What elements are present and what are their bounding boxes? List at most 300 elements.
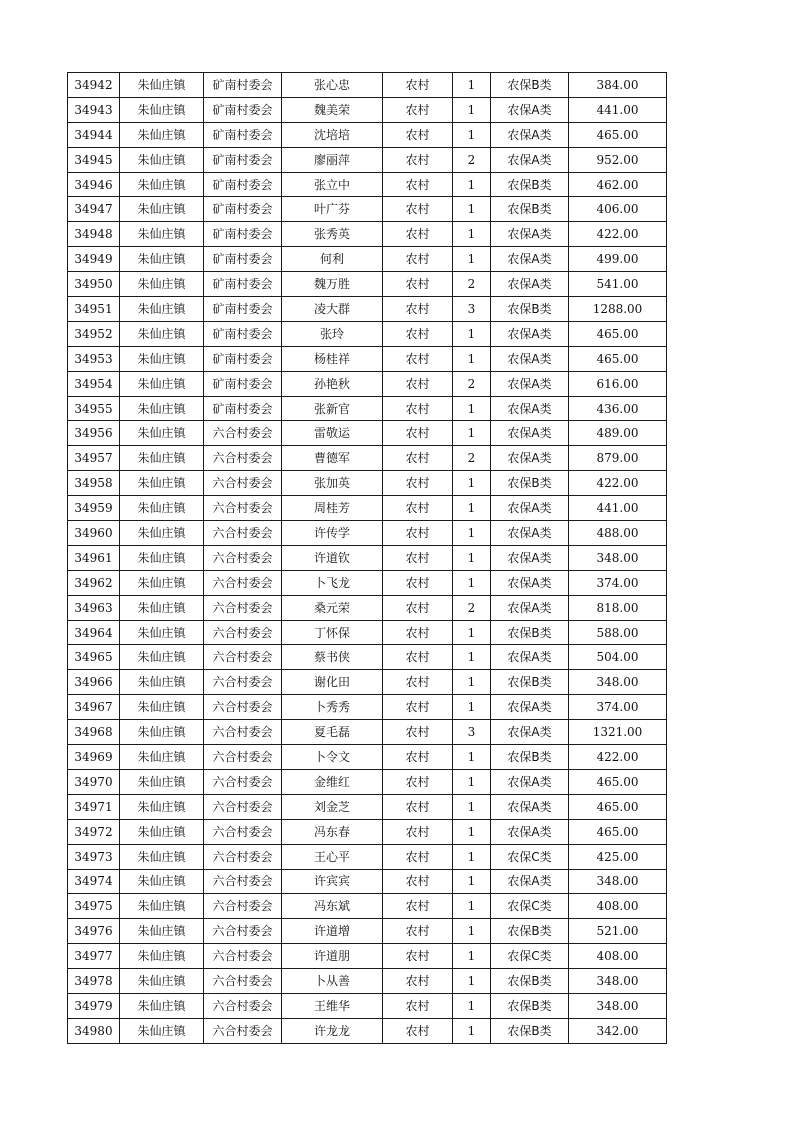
table-row xyxy=(68,869,667,894)
table-row xyxy=(68,421,667,446)
name-cell: 卜秀秀 xyxy=(282,695,383,720)
household-count-cell: 1 xyxy=(453,122,491,147)
amount-cell: 879.00 xyxy=(569,446,667,471)
record-id-cell: 34976 xyxy=(68,919,120,944)
name-cell: 桑元荣 xyxy=(282,595,383,620)
village-cell: 六合村委会 xyxy=(204,695,282,720)
record-id-cell: 34954 xyxy=(68,371,120,396)
town-cell: 朱仙庄镇 xyxy=(120,670,204,695)
name-cell: 沈培培 xyxy=(282,122,383,147)
household-count-cell: 1 xyxy=(453,969,491,994)
household-count-cell: 1 xyxy=(453,73,491,98)
record-id-cell: 34961 xyxy=(68,545,120,570)
town-cell: 朱仙庄镇 xyxy=(120,496,204,521)
area-type-cell: 农村 xyxy=(383,769,453,794)
insurance-class-cell: 农保B类 xyxy=(491,969,569,994)
insurance-class-cell: 农保A类 xyxy=(491,720,569,745)
area-type-cell: 农村 xyxy=(383,620,453,645)
insurance-class-cell: 农保A类 xyxy=(491,570,569,595)
table-row xyxy=(68,496,667,521)
table-row xyxy=(68,297,667,322)
area-type-cell: 农村 xyxy=(383,570,453,595)
area-type-cell: 农村 xyxy=(383,745,453,770)
amount-cell: 465.00 xyxy=(569,321,667,346)
record-id-cell: 34958 xyxy=(68,471,120,496)
household-count-cell: 1 xyxy=(453,844,491,869)
town-cell: 朱仙庄镇 xyxy=(120,595,204,620)
household-count-cell: 1 xyxy=(453,695,491,720)
table-row xyxy=(68,346,667,371)
area-type-cell: 农村 xyxy=(383,471,453,496)
household-count-cell: 1 xyxy=(453,944,491,969)
table-row xyxy=(68,371,667,396)
amount-cell: 348.00 xyxy=(569,969,667,994)
household-count-cell: 1 xyxy=(453,172,491,197)
area-type-cell: 农村 xyxy=(383,521,453,546)
name-cell: 凌大群 xyxy=(282,297,383,322)
area-type-cell: 农村 xyxy=(383,421,453,446)
amount-cell: 489.00 xyxy=(569,421,667,446)
amount-cell: 422.00 xyxy=(569,471,667,496)
household-count-cell: 1 xyxy=(453,769,491,794)
amount-cell: 952.00 xyxy=(569,147,667,172)
record-id-cell: 34977 xyxy=(68,944,120,969)
table-row xyxy=(68,894,667,919)
village-cell: 矿南村委会 xyxy=(204,172,282,197)
village-cell: 六合村委会 xyxy=(204,645,282,670)
insurance-class-cell: 农保A类 xyxy=(491,247,569,272)
table-row xyxy=(68,1018,667,1043)
area-type-cell: 农村 xyxy=(383,371,453,396)
village-cell: 六合村委会 xyxy=(204,993,282,1018)
town-cell: 朱仙庄镇 xyxy=(120,1018,204,1043)
insurance-class-cell: 农保A类 xyxy=(491,346,569,371)
records-table xyxy=(67,72,667,1044)
table-row xyxy=(68,446,667,471)
area-type-cell: 农村 xyxy=(383,720,453,745)
insurance-class-cell: 农保A类 xyxy=(491,222,569,247)
insurance-class-cell: 农保C类 xyxy=(491,844,569,869)
table-row xyxy=(68,620,667,645)
household-count-cell: 1 xyxy=(453,993,491,1018)
name-cell: 张秀英 xyxy=(282,222,383,247)
amount-cell: 425.00 xyxy=(569,844,667,869)
village-cell: 六合村委会 xyxy=(204,545,282,570)
amount-cell: 408.00 xyxy=(569,944,667,969)
insurance-class-cell: 农保A类 xyxy=(491,97,569,122)
name-cell: 魏美荣 xyxy=(282,97,383,122)
table-row xyxy=(68,396,667,421)
table-row xyxy=(68,720,667,745)
village-cell: 六合村委会 xyxy=(204,894,282,919)
name-cell: 张玲 xyxy=(282,321,383,346)
household-count-cell: 2 xyxy=(453,446,491,471)
town-cell: 朱仙庄镇 xyxy=(120,147,204,172)
village-cell: 六合村委会 xyxy=(204,720,282,745)
town-cell: 朱仙庄镇 xyxy=(120,471,204,496)
insurance-class-cell: 农保A类 xyxy=(491,794,569,819)
town-cell: 朱仙庄镇 xyxy=(120,919,204,944)
household-count-cell: 1 xyxy=(453,894,491,919)
amount-cell: 406.00 xyxy=(569,197,667,222)
household-count-cell: 1 xyxy=(453,794,491,819)
name-cell: 蔡书侠 xyxy=(282,645,383,670)
village-cell: 矿南村委会 xyxy=(204,222,282,247)
name-cell: 许宾宾 xyxy=(282,869,383,894)
village-cell: 六合村委会 xyxy=(204,944,282,969)
insurance-class-cell: 农保A类 xyxy=(491,869,569,894)
record-id-cell: 34969 xyxy=(68,745,120,770)
amount-cell: 348.00 xyxy=(569,545,667,570)
record-id-cell: 34966 xyxy=(68,670,120,695)
town-cell: 朱仙庄镇 xyxy=(120,73,204,98)
insurance-class-cell: 农保B类 xyxy=(491,745,569,770)
record-id-cell: 34956 xyxy=(68,421,120,446)
insurance-class-cell: 农保A类 xyxy=(491,147,569,172)
area-type-cell: 农村 xyxy=(383,844,453,869)
area-type-cell: 农村 xyxy=(383,297,453,322)
name-cell: 卜飞龙 xyxy=(282,570,383,595)
household-count-cell: 1 xyxy=(453,97,491,122)
town-cell: 朱仙庄镇 xyxy=(120,421,204,446)
table-row xyxy=(68,794,667,819)
insurance-class-cell: 农保B类 xyxy=(491,297,569,322)
name-cell: 王心平 xyxy=(282,844,383,869)
name-cell: 张立中 xyxy=(282,172,383,197)
name-cell: 张加英 xyxy=(282,471,383,496)
household-count-cell: 1 xyxy=(453,396,491,421)
table-row xyxy=(68,993,667,1018)
name-cell: 许龙龙 xyxy=(282,1018,383,1043)
name-cell: 叶广芬 xyxy=(282,197,383,222)
area-type-cell: 农村 xyxy=(383,97,453,122)
record-id-cell: 34943 xyxy=(68,97,120,122)
town-cell: 朱仙庄镇 xyxy=(120,371,204,396)
insurance-class-cell: 农保B类 xyxy=(491,620,569,645)
village-cell: 六合村委会 xyxy=(204,745,282,770)
record-id-cell: 34945 xyxy=(68,147,120,172)
name-cell: 孙艳秋 xyxy=(282,371,383,396)
record-id-cell: 34950 xyxy=(68,272,120,297)
record-id-cell: 34955 xyxy=(68,396,120,421)
village-cell: 六合村委会 xyxy=(204,819,282,844)
village-cell: 六合村委会 xyxy=(204,620,282,645)
town-cell: 朱仙庄镇 xyxy=(120,720,204,745)
record-id-cell: 34957 xyxy=(68,446,120,471)
record-id-cell: 34974 xyxy=(68,869,120,894)
town-cell: 朱仙庄镇 xyxy=(120,346,204,371)
insurance-class-cell: 农保A类 xyxy=(491,371,569,396)
village-cell: 矿南村委会 xyxy=(204,346,282,371)
records-sheet xyxy=(67,72,667,1044)
amount-cell: 521.00 xyxy=(569,919,667,944)
household-count-cell: 1 xyxy=(453,247,491,272)
village-cell: 矿南村委会 xyxy=(204,247,282,272)
area-type-cell: 农村 xyxy=(383,122,453,147)
amount-cell: 374.00 xyxy=(569,695,667,720)
area-type-cell: 农村 xyxy=(383,670,453,695)
area-type-cell: 农村 xyxy=(383,595,453,620)
household-count-cell: 1 xyxy=(453,819,491,844)
name-cell: 谢化田 xyxy=(282,670,383,695)
area-type-cell: 农村 xyxy=(383,346,453,371)
record-id-cell: 34978 xyxy=(68,969,120,994)
record-id-cell: 34946 xyxy=(68,172,120,197)
name-cell: 金维红 xyxy=(282,769,383,794)
town-cell: 朱仙庄镇 xyxy=(120,247,204,272)
household-count-cell: 1 xyxy=(453,919,491,944)
record-id-cell: 34948 xyxy=(68,222,120,247)
town-cell: 朱仙庄镇 xyxy=(120,446,204,471)
village-cell: 六合村委会 xyxy=(204,570,282,595)
record-id-cell: 34959 xyxy=(68,496,120,521)
household-count-cell: 2 xyxy=(453,147,491,172)
table-row xyxy=(68,944,667,969)
town-cell: 朱仙庄镇 xyxy=(120,97,204,122)
area-type-cell: 农村 xyxy=(383,396,453,421)
village-cell: 矿南村委会 xyxy=(204,371,282,396)
area-type-cell: 农村 xyxy=(383,545,453,570)
area-type-cell: 农村 xyxy=(383,247,453,272)
insurance-class-cell: 农保B类 xyxy=(491,197,569,222)
village-cell: 六合村委会 xyxy=(204,670,282,695)
table-row xyxy=(68,521,667,546)
village-cell: 六合村委会 xyxy=(204,471,282,496)
village-cell: 矿南村委会 xyxy=(204,122,282,147)
town-cell: 朱仙庄镇 xyxy=(120,695,204,720)
table-row xyxy=(68,222,667,247)
amount-cell: 465.00 xyxy=(569,122,667,147)
name-cell: 冯东春 xyxy=(282,819,383,844)
village-cell: 矿南村委会 xyxy=(204,197,282,222)
village-cell: 六合村委会 xyxy=(204,969,282,994)
record-id-cell: 34962 xyxy=(68,570,120,595)
table-row xyxy=(68,919,667,944)
town-cell: 朱仙庄镇 xyxy=(120,396,204,421)
village-cell: 矿南村委会 xyxy=(204,97,282,122)
table-row xyxy=(68,122,667,147)
insurance-class-cell: 农保A类 xyxy=(491,496,569,521)
household-count-cell: 1 xyxy=(453,421,491,446)
table-row xyxy=(68,321,667,346)
household-count-cell: 3 xyxy=(453,720,491,745)
household-count-cell: 1 xyxy=(453,620,491,645)
record-id-cell: 34953 xyxy=(68,346,120,371)
insurance-class-cell: 农保A类 xyxy=(491,645,569,670)
area-type-cell: 农村 xyxy=(383,321,453,346)
area-type-cell: 农村 xyxy=(383,695,453,720)
record-id-cell: 34972 xyxy=(68,819,120,844)
village-cell: 矿南村委会 xyxy=(204,73,282,98)
household-count-cell: 3 xyxy=(453,297,491,322)
household-count-cell: 1 xyxy=(453,670,491,695)
name-cell: 魏万胜 xyxy=(282,272,383,297)
amount-cell: 818.00 xyxy=(569,595,667,620)
amount-cell: 436.00 xyxy=(569,396,667,421)
household-count-cell: 1 xyxy=(453,521,491,546)
name-cell: 许道增 xyxy=(282,919,383,944)
village-cell: 六合村委会 xyxy=(204,446,282,471)
insurance-class-cell: 农保A类 xyxy=(491,421,569,446)
record-id-cell: 34949 xyxy=(68,247,120,272)
amount-cell: 1321.00 xyxy=(569,720,667,745)
amount-cell: 348.00 xyxy=(569,993,667,1018)
town-cell: 朱仙庄镇 xyxy=(120,545,204,570)
area-type-cell: 农村 xyxy=(383,73,453,98)
household-count-cell: 1 xyxy=(453,471,491,496)
record-id-cell: 34952 xyxy=(68,321,120,346)
household-count-cell: 1 xyxy=(453,346,491,371)
insurance-class-cell: 农保B类 xyxy=(491,1018,569,1043)
table-body xyxy=(68,73,667,1044)
area-type-cell: 农村 xyxy=(383,147,453,172)
insurance-class-cell: 农保A类 xyxy=(491,521,569,546)
town-cell: 朱仙庄镇 xyxy=(120,321,204,346)
town-cell: 朱仙庄镇 xyxy=(120,645,204,670)
record-id-cell: 34980 xyxy=(68,1018,120,1043)
household-count-cell: 1 xyxy=(453,222,491,247)
village-cell: 矿南村委会 xyxy=(204,321,282,346)
name-cell: 夏毛磊 xyxy=(282,720,383,745)
village-cell: 六合村委会 xyxy=(204,1018,282,1043)
table-row xyxy=(68,272,667,297)
household-count-cell: 1 xyxy=(453,1018,491,1043)
insurance-class-cell: 农保A类 xyxy=(491,769,569,794)
table-row xyxy=(68,819,667,844)
table-row xyxy=(68,670,667,695)
insurance-class-cell: 农保B类 xyxy=(491,919,569,944)
table-row xyxy=(68,197,667,222)
area-type-cell: 农村 xyxy=(383,819,453,844)
insurance-class-cell: 农保B类 xyxy=(491,471,569,496)
record-id-cell: 34960 xyxy=(68,521,120,546)
area-type-cell: 农村 xyxy=(383,969,453,994)
amount-cell: 348.00 xyxy=(569,869,667,894)
name-cell: 廖丽萍 xyxy=(282,147,383,172)
village-cell: 六合村委会 xyxy=(204,844,282,869)
insurance-class-cell: 农保A类 xyxy=(491,272,569,297)
record-id-cell: 34968 xyxy=(68,720,120,745)
town-cell: 朱仙庄镇 xyxy=(120,197,204,222)
amount-cell: 499.00 xyxy=(569,247,667,272)
town-cell: 朱仙庄镇 xyxy=(120,794,204,819)
amount-cell: 1288.00 xyxy=(569,297,667,322)
name-cell: 许道钦 xyxy=(282,545,383,570)
insurance-class-cell: 农保A类 xyxy=(491,595,569,620)
village-cell: 矿南村委会 xyxy=(204,272,282,297)
insurance-class-cell: 农保B类 xyxy=(491,73,569,98)
town-cell: 朱仙庄镇 xyxy=(120,819,204,844)
town-cell: 朱仙庄镇 xyxy=(120,122,204,147)
area-type-cell: 农村 xyxy=(383,222,453,247)
village-cell: 六合村委会 xyxy=(204,869,282,894)
insurance-class-cell: 农保A类 xyxy=(491,321,569,346)
name-cell: 许道朋 xyxy=(282,944,383,969)
record-id-cell: 34944 xyxy=(68,122,120,147)
village-cell: 矿南村委会 xyxy=(204,396,282,421)
town-cell: 朱仙庄镇 xyxy=(120,297,204,322)
name-cell: 冯东斌 xyxy=(282,894,383,919)
area-type-cell: 农村 xyxy=(383,496,453,521)
amount-cell: 465.00 xyxy=(569,346,667,371)
insurance-class-cell: 农保B类 xyxy=(491,670,569,695)
amount-cell: 504.00 xyxy=(569,645,667,670)
table-row xyxy=(68,147,667,172)
town-cell: 朱仙庄镇 xyxy=(120,769,204,794)
record-id-cell: 34973 xyxy=(68,844,120,869)
village-cell: 六合村委会 xyxy=(204,794,282,819)
record-id-cell: 34967 xyxy=(68,695,120,720)
town-cell: 朱仙庄镇 xyxy=(120,869,204,894)
record-id-cell: 34979 xyxy=(68,993,120,1018)
amount-cell: 342.00 xyxy=(569,1018,667,1043)
record-id-cell: 34970 xyxy=(68,769,120,794)
area-type-cell: 农村 xyxy=(383,197,453,222)
name-cell: 卜从善 xyxy=(282,969,383,994)
village-cell: 矿南村委会 xyxy=(204,297,282,322)
household-count-cell: 1 xyxy=(453,496,491,521)
household-count-cell: 2 xyxy=(453,595,491,620)
table-row xyxy=(68,844,667,869)
record-id-cell: 34951 xyxy=(68,297,120,322)
amount-cell: 465.00 xyxy=(569,794,667,819)
amount-cell: 465.00 xyxy=(569,819,667,844)
area-type-cell: 农村 xyxy=(383,272,453,297)
area-type-cell: 农村 xyxy=(383,1018,453,1043)
village-cell: 六合村委会 xyxy=(204,496,282,521)
table-row xyxy=(68,745,667,770)
amount-cell: 465.00 xyxy=(569,769,667,794)
name-cell: 曹德军 xyxy=(282,446,383,471)
record-id-cell: 34964 xyxy=(68,620,120,645)
town-cell: 朱仙庄镇 xyxy=(120,521,204,546)
town-cell: 朱仙庄镇 xyxy=(120,570,204,595)
insurance-class-cell: 农保C类 xyxy=(491,944,569,969)
household-count-cell: 1 xyxy=(453,869,491,894)
name-cell: 周桂芳 xyxy=(282,496,383,521)
insurance-class-cell: 农保A类 xyxy=(491,396,569,421)
amount-cell: 441.00 xyxy=(569,496,667,521)
insurance-class-cell: 农保A类 xyxy=(491,695,569,720)
town-cell: 朱仙庄镇 xyxy=(120,944,204,969)
town-cell: 朱仙庄镇 xyxy=(120,222,204,247)
table-row xyxy=(68,172,667,197)
amount-cell: 541.00 xyxy=(569,272,667,297)
village-cell: 六合村委会 xyxy=(204,595,282,620)
name-cell: 杨桂祥 xyxy=(282,346,383,371)
insurance-class-cell: 农保A类 xyxy=(491,122,569,147)
village-cell: 六合村委会 xyxy=(204,769,282,794)
area-type-cell: 农村 xyxy=(383,993,453,1018)
name-cell: 何利 xyxy=(282,247,383,272)
area-type-cell: 农村 xyxy=(383,869,453,894)
record-id-cell: 34965 xyxy=(68,645,120,670)
area-type-cell: 农村 xyxy=(383,919,453,944)
amount-cell: 588.00 xyxy=(569,620,667,645)
name-cell: 许传学 xyxy=(282,521,383,546)
amount-cell: 348.00 xyxy=(569,670,667,695)
insurance-class-cell: 农保A类 xyxy=(491,446,569,471)
town-cell: 朱仙庄镇 xyxy=(120,172,204,197)
household-count-cell: 2 xyxy=(453,371,491,396)
name-cell: 张新官 xyxy=(282,396,383,421)
town-cell: 朱仙庄镇 xyxy=(120,745,204,770)
name-cell: 张心忠 xyxy=(282,73,383,98)
village-cell: 六合村委会 xyxy=(204,919,282,944)
insurance-class-cell: 农保A类 xyxy=(491,545,569,570)
household-count-cell: 1 xyxy=(453,545,491,570)
table-row xyxy=(68,73,667,98)
